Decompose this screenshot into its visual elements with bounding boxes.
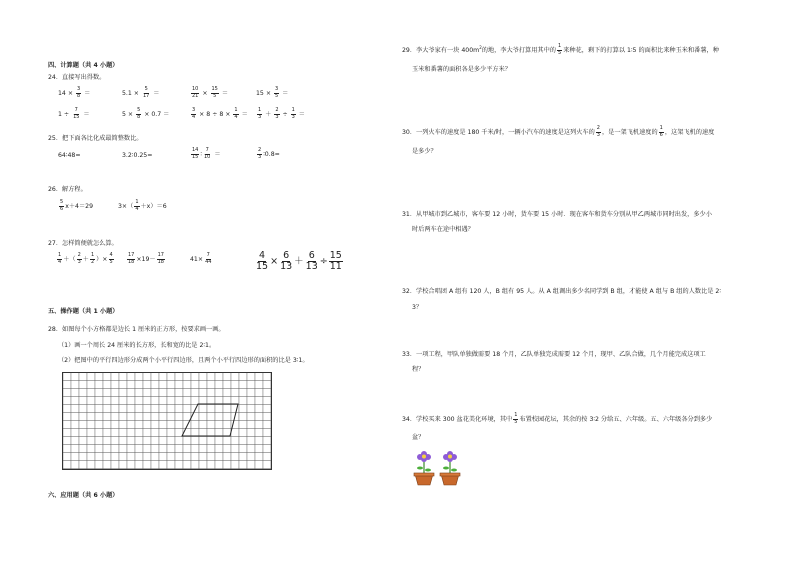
q24-label: 24．直接写出得数。	[48, 74, 106, 81]
q24-expr-6: 5 × $\frac{5}{8}$ × 0.7 ＝	[122, 107, 170, 120]
q33-line-1: 33．一项工程，甲队单独做需要 18 个月，乙队单独完成需要 12 个月，现甲、乙队合做，几个月能完成这项工	[402, 351, 706, 358]
q32-line-2: 3？	[412, 304, 423, 311]
q27-expr-4: $\frac{4}{15}$ × $\frac{6}{13}$ ＋ $\frac{6}{13}$ ÷ $\frac{15}{11}$	[256, 250, 342, 272]
q27-expr-2: $\frac{17}{18}$ ×19－ $\frac{17}{18}$	[128, 252, 164, 265]
section-6-title: 六、应用题（共 6 小题）	[48, 492, 119, 499]
q27-label: 27．怎样简便就怎么算。	[48, 240, 118, 247]
q24-expr-8: $\frac{1}{3}$ ＋ $\frac{2}{3}$ ÷ $\frac{1}{3}$ ＝	[258, 107, 305, 120]
parallelogram-figure	[62, 372, 272, 470]
section-5-title: 五、操作题（共 1 小题）	[48, 308, 119, 315]
q24-expr-1: 14 × $\frac{3}{8}$ ＝	[58, 86, 91, 99]
q24-expr-4: 15 × $\frac{3}{5}$ ＝	[256, 86, 289, 99]
q31-line-2: 时后两车在途中相遇？	[412, 226, 474, 233]
q25-label: 25．把下面各比化成最简整数比。	[48, 135, 143, 142]
q28-label: 28．如图每个小方格都是边长 1 厘米的正方形，按要求画一画。	[48, 326, 225, 333]
q26-equation-2: 3×（ $\frac{1}{4}$ ＋x）＝6	[118, 199, 167, 212]
q25-ratio-1: 64∶48=	[58, 152, 81, 159]
q29-line-1: 29．李大爷家有一块 $400m^2$的地，李大爷打算用其中的 $\frac{1}{5}$ 来种花，剩下的打算以 1∶5 的面积比来种玉米和番薯，种	[402, 43, 719, 56]
section-4-title: 四、计算题（共 4 小题）	[48, 62, 119, 69]
q34-line-2: 盆？	[412, 434, 425, 441]
q33-line-2: 程？	[412, 366, 425, 373]
q24-expr-7: $\frac{3}{4}$ × 8 ÷ 8 × $\frac{1}{4}$ ＝	[192, 107, 248, 120]
q24-expr-2: 5.1 × $\frac{5}{17}$ ＝	[122, 86, 160, 99]
q26-equation-1: $\frac{5}{6}$ x＋4＝29	[60, 199, 94, 212]
q26-label: 26．解方程。	[48, 186, 87, 193]
q24-expr-5: 1 ÷ $\frac{7}{15}$ ＝	[58, 107, 90, 120]
q29-line-2: 玉米和番薯的面积各是多少平方米？	[412, 66, 511, 73]
q25-ratio-2: 3.2∶0.25=	[122, 152, 153, 159]
q30-line-1: 30．一列火车的速度是 180 千米/时，一辆小汽车的速度是这列火车的 $\frac{2}{3}$ ，是一架飞机速度的 $\frac{1}{6}$ ，这架飞机的速度	[402, 125, 715, 138]
q25-ratio-3: $\frac{14}{15}$ ∶ $\frac{7}{10}$ ＝	[192, 147, 221, 160]
q28-sub-1: （1）画一个周长 24 厘米的长方形，长和宽的比是 2∶1。	[58, 342, 216, 349]
q34-line-1: 34．学校买来 300 盆花美化环境，其中 $\frac{1}{5}$ 布置校园花坛，其余的按 3∶2 分给五、六年级。五、六年级各分到多少	[402, 412, 713, 425]
flower-pots-image	[412, 446, 466, 486]
q32-line-1: 32．学校合唱团 A 组有 120 人，B 组有 95 人。从 A 组调出多少名同学到 B 组，才能使 A 组与 B 组的人数比是 2∶	[402, 288, 721, 295]
q28-sub-2: （2）把图中的平行四边形分成两个小平行四边形，且两个小平行四边形的面积的比是 3∶1。	[58, 357, 309, 364]
q25-ratio-4: $\frac{2}{3}$ ∶0.8=	[258, 147, 280, 160]
q27-expr-1: $\frac{1}{4}$ ＋（ $\frac{2}{3}$ ＋ $\frac{1}{2}$ ）× $\frac{4}{5}$	[58, 252, 113, 265]
q30-line-2: 是多少？	[412, 148, 437, 155]
q27-expr-3: 41× $\frac{7}{44}$	[190, 252, 212, 265]
q24-expr-3: $\frac{10}{21}$ × $\frac{15}{5}$ ＝	[192, 86, 229, 99]
q31-line-1: 31．从甲城市到乙城市，客车要 12 小时，货车要 15 小时．现在客车和货车分别从甲乙两城市同时出发，多少小	[402, 211, 712, 218]
